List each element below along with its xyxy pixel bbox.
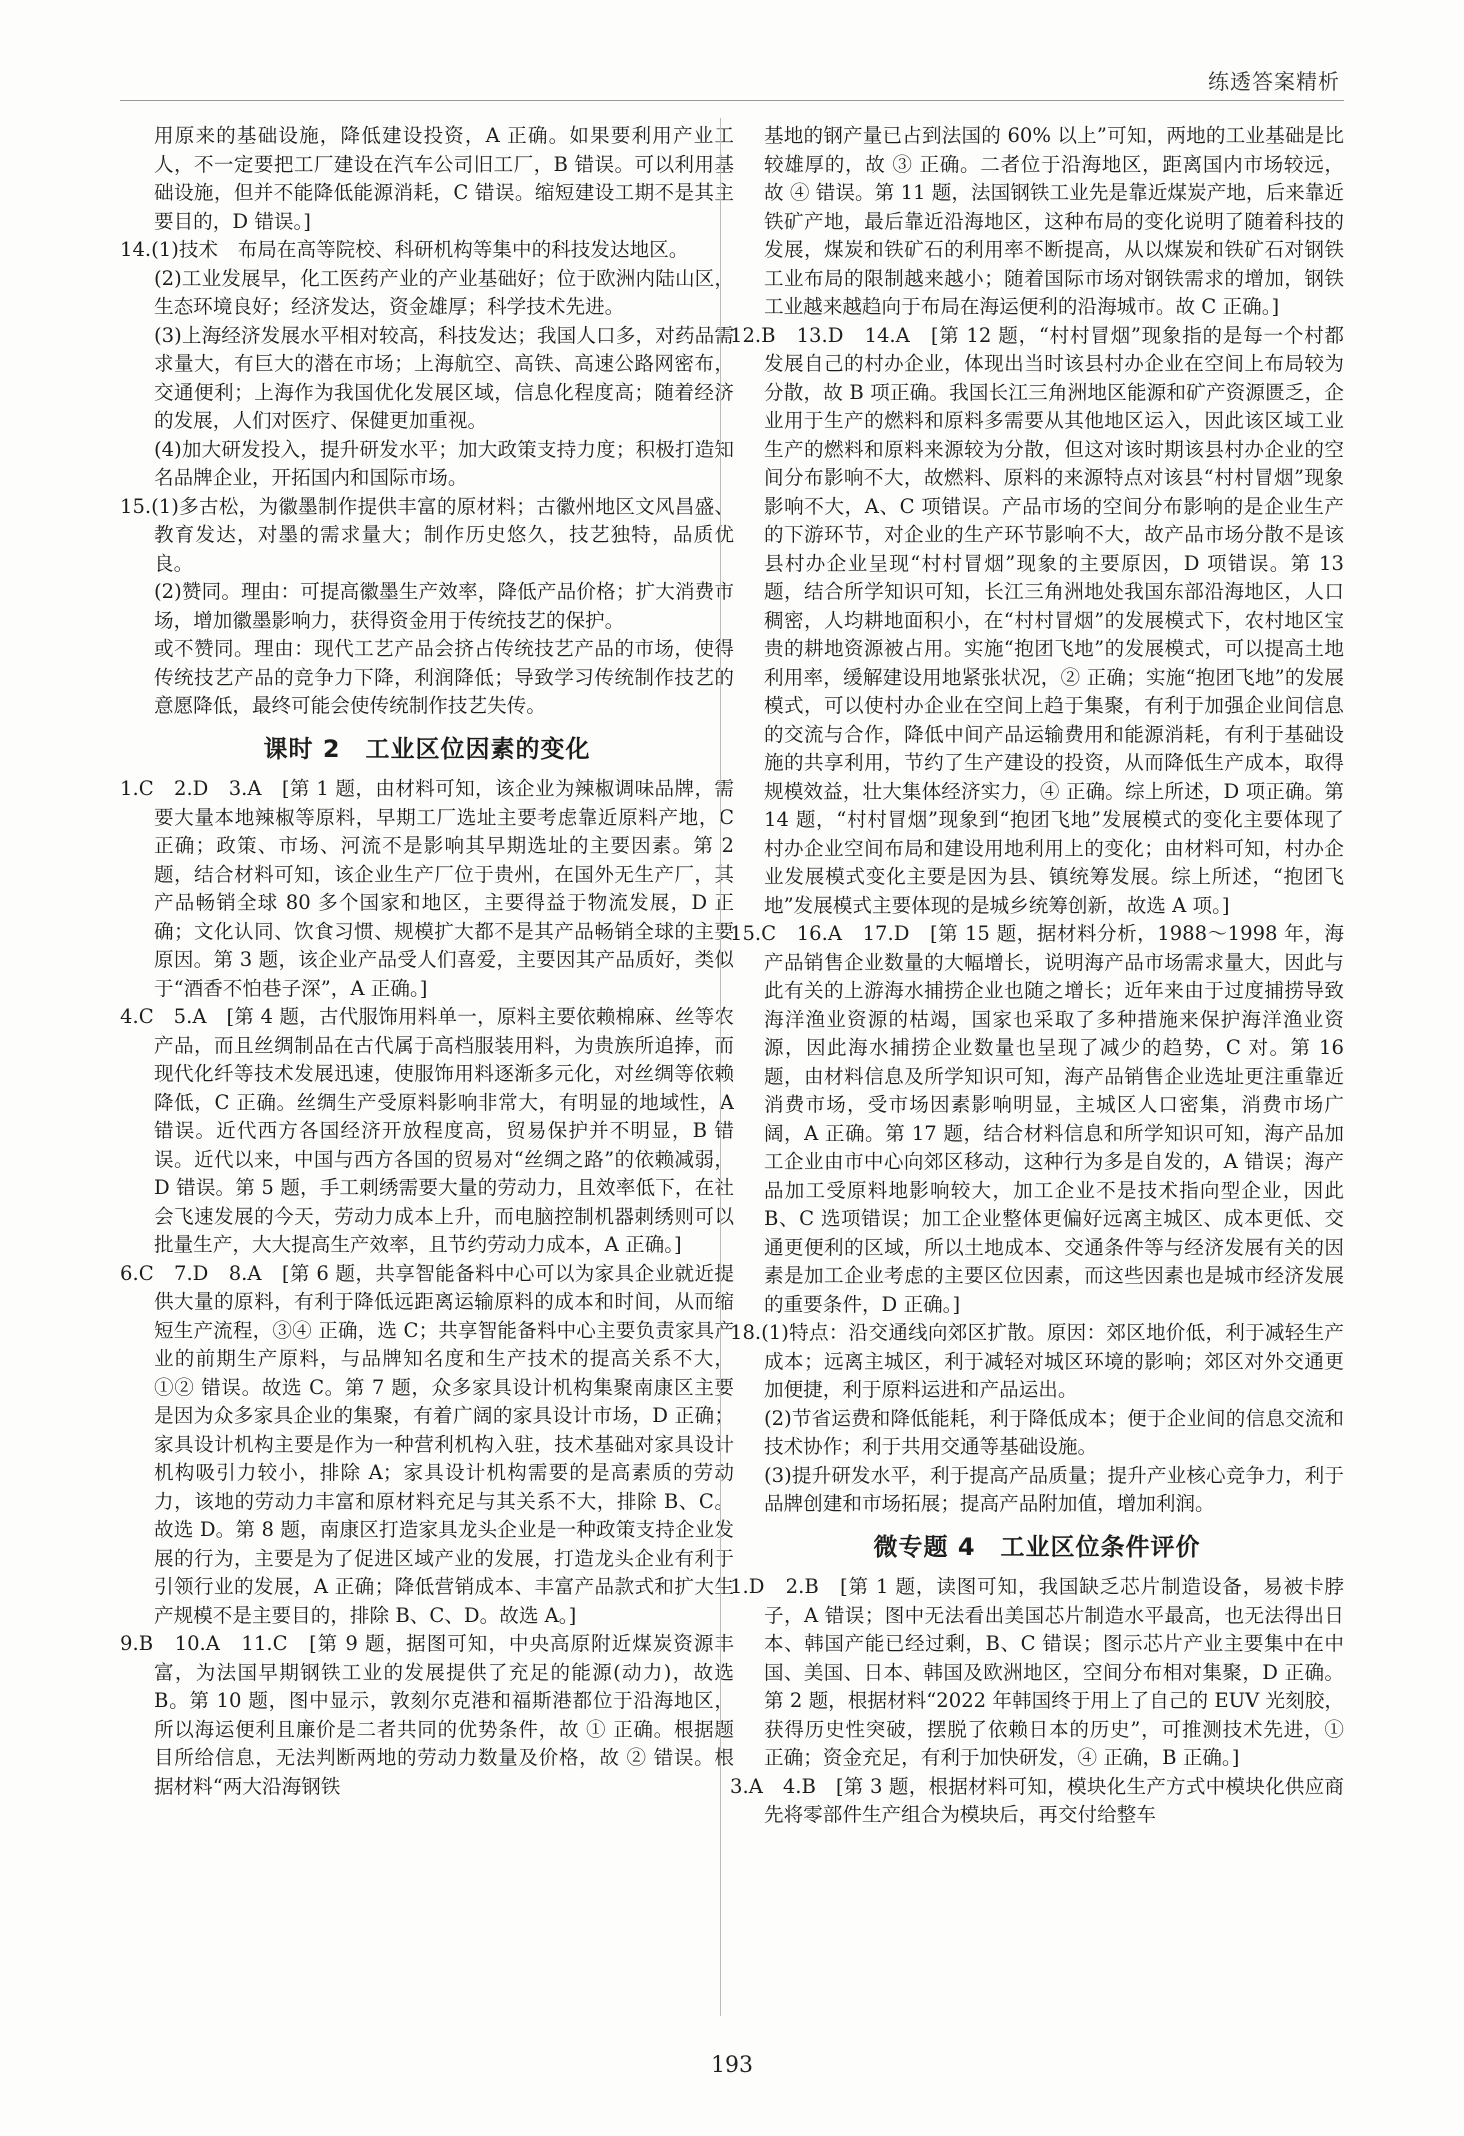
- answer-paragraph: 基地的钢产量已占到法国的 60% 以上”可知，两地的工业基础是比较雄厚的，故 ③ 正确。二者位于沿海地区，距离国内市场较远，故 ④ 错误。第 11 题，法国钢铁工业先是靠近煤炭产地，后来靠近铁矿产地，最后靠近沿海地区，这种布局的变化说明了随着科技的发展，煤炭和铁矿石的利用率不断提高，从以煤炭和铁矿石对钢铁工业布局的限制越来越小；随着国际市场对钢铁需求的增加，钢铁工业越来越趋向于布局在海运便利的沿海城市。故 C 正确。]: [764, 124, 1344, 318]
- answer-paragraph: (2)节省运费和降低能耗，利于降低成本；便于企业间的信息交流和技术协作；利于共用交通等基础设施。: [764, 1406, 1344, 1458]
- answer-paragraph: (2)赞同。理由：可提高徽墨生产效率，降低产品价格；扩大消费市场，增加徽墨影响力，获得资金用于传统技艺的保护。: [154, 580, 734, 632]
- section-heading: 微专题 4 工业区位条件评价: [873, 1532, 1201, 1561]
- answer-paragraph: 18.(1)特点：沿交通线向郊区扩散。原因：郊区地价低，利于减轻生产成本；远离主城区，利于减轻对城区环境的影响；郊区对外交通更加便捷，利于原料运进和产品运出。: [730, 1321, 1344, 1401]
- answer-paragraph: 3.A 4.B [第 3 题，根据材料可知，模块化生产方式中模块化供应商先将零部件生产组合为模块后，再交付给整车: [730, 1774, 1344, 1826]
- answer-paragraph: 或不赞同。理由：现代工艺产品会挤占传统技艺产品的市场，使得传统技艺产品的竞争力下降，利润降低；导致学习传统制作技艺的意愿降低，最终可能会使传统制作技艺失传。: [154, 637, 734, 717]
- header-rule: [120, 100, 1344, 101]
- answer-paragraph: (3)上海经济发展水平相对较高，科技发达；我国人口多，对药品需求量大，有巨大的潜在市场；上海航空、高铁、高速公路网密布，交通便利；上海作为我国优化发展区域，信息化程度高；随着经济的发展，人们对医疗、保健更加重视。: [154, 323, 734, 432]
- answer-paragraph: 用原来的基础设施，降低建设投资，A 正确。如果要利用产业工人，不一定要把工厂建设在汽车公司旧工厂，B 错误。可以利用基础设施，但并不能降低能源消耗，C 错误。缩短建设工期不是其主要目的，D 错误。]: [154, 124, 734, 233]
- answer-paragraph: (3)提升研发水平，利于提高产品质量；提升产业核心竞争力，利于品牌创建和市场拓展；提高产品附加值，增加利润。: [764, 1463, 1344, 1515]
- page-header-title: 练透答案精析: [1208, 70, 1340, 94]
- answer-paragraph: (2)工业发展早，化工医药产业的产业基础好；位于欧洲内陆山区，生态环境良好；经济发达，资金雄厚；科学技术先进。: [154, 266, 734, 318]
- answer-paragraph: 12.B 13.D 14.A [第 12 题，“村村冒烟”现象指的是每一个村都发展自己的村办企业，体现出当时该县村办企业在空间上布局较为分散，故 B 项正确。我国长江三角洲地区能源和矿产资源匮乏，企业用于生产的燃料和原料多需要从其他地区运入，因此该区域工业生产的燃料和原料来源较为分散，但这对该时期该县村办企业的空间分布影响不大，故燃料、原料的来源特点对该县“村村冒烟”现象影响不大，A、C 项错误。产品市场的空间分布影响的是企业生产的下游环节，对企业的生产环节影响不大，故产品市场分散不是该县村办企业呈现“村村冒烟”现象的主要原因，D 项错误。第 13 题，结合所学知识可知，长江三角洲地处我国东部沿海地区，人口稠密，人均耕地面积小，在“村村冒烟”的发展模式下，农村地区宝贵的耕地资源被占用。实施“抱团飞地”的发展模式，可以提高土地利用率，缓解建设用地紧张状况，② 正确；实施“抱团飞地”的发展模式，可以使村办企业在空间上趋于集聚，有利于加强企业间信息的交流与合作，降低中间产品运输费用和能源消耗，有利于基础设施的共享利用，节约了生产建设的投资，从而降低生产成本，取得规模效益，壮大集体经济实力，④ 正确。综上所述，D 项正确。第 14 题，“村村冒烟”现象到“抱团飞地”发展模式的变化主要体现了村办企业空间布局和建设用地利用上的变化；由材料可知，村办企业发展模式变化主要是因为县、镇统筹发展。综上所述，“抱团飞地”发展模式主要体现的是城乡统筹创新，故选 A 项。]: [730, 323, 1344, 917]
- answer-paragraph: (4)加大研发投入，提升研发水平；加大政策支持力度；积极打造知名品牌企业，开拓国内和国际市场。: [154, 437, 734, 489]
- answer-paragraph: 1.D 2.B [第 1 题，读图可知，我国缺乏芯片制造设备，易被卡脖子，A 错误；图中无法看出美国芯片制造水平最高，也无法得出日本、韩国产能已经过剩，B、C 错误；图示芯片产业主要集中在中国、美国、日本、韩国及欧洲地区，空间分布相对集聚，D 正确。第 2 题，根据材料“2022 年韩国终于用上了自己的 EUV 光刻胶，获得历史性突破，摆脱了依赖日本的历史”，可推测技术先进，① 正确；资金充足，有利于加快研发，④ 正确，B 正确。]: [730, 1575, 1344, 1769]
- answer-paragraph: 1.C 2.D 3.A [第 1 题，由材料可知，该企业为辣椒调味品牌，需要大量本地辣椒等原料，早期工厂选址主要考虑靠近原料产地，C 正确；政策、市场、河流不是影响其早期选址的主要因素。第 2 题，结合材料可知，该企业生产厂位于贵州，在国外无生产厂，其产品畅销全球 80 多个国家和地区，主要得益于物流发展，D 正确；文化认同、饮食习惯、规模扩大都不是其产品畅销全球的主要原因。第 3 题，该企业产品受人们喜爱，主要因其产品质好，类似于“酒香不怕巷子深”，A 正确。]: [120, 777, 734, 1000]
- answer-paragraph: 15.(1)多古松，为徽墨制作提供丰富的原材料；古徽州地区文风昌盛、教育发达，对墨的需求量大；制作历史悠久，技艺独特，品质优良。: [120, 494, 734, 575]
- right-column: [730, 122, 1344, 2012]
- section-heading: 课时 2 工业区位因素的变化: [263, 734, 591, 763]
- left-column: [120, 122, 734, 2012]
- answer-paragraph: 9.B 10.A 11.C [第 9 题，据图可知，中央高原附近煤炭资源丰富，为法国早期钢铁工业的发展提供了充足的能源(动力)，故选 B。第 10 题，图中显示，敦刻尔克港和福斯港都位于沿海地区，所以海运便利且廉价是二者共同的优势条件，故 ① 正确。根据题目所给信息，无法判断两地的劳动力数量及价格，故 ② 错误。根据材料“两大沿海钢铁: [120, 1632, 734, 1798]
- answer-paragraph: 15.C 16.A 17.D [第 15 题，据材料分析，1988～1998 年，海产品销售企业数量的大幅增长，说明海产品市场需求量大，因此与此有关的上游海水捕捞企业也随之增长；近年来由于过度捕捞导致海洋渔业资源的枯竭，国家也采取了多种措施来保护海洋渔业资源，因此海水捕捞企业数量也呈现了减少的趋势，C 对。第 16 题，由材料信息及所学知识可知，海产品销售企业选址更注重靠近消费市场，受市场因素影响明显，主城区人口密集，消费市场广阔，A 正确。第 17 题，结合材料信息和所学知识可知，海产品加工企业由市中心向郊区移动，这种行为多是自发的，A 错误；海产品加工受原料地影响较大，加工企业不是技术指向型企业，因此 B、C 选项错误；加工企业整体更偏好远离主城区、成本更低、交通更便利的区域，所以土地成本、交通条件等与经济发展有关的因素是加工企业考虑的主要区位因素，而这些因素也是城市经济发展的重要条件，D 正确。]: [730, 922, 1344, 1316]
- answer-paragraph: 4.C 5.A [第 4 题，古代服饰用料单一，原料主要依赖棉麻、丝等农产品，而且丝绸制品在古代属于高档服装用料，为贵族所追捧，而现代化纤等技术发展迅速，使服饰用料逐渐多元化，对丝绸等依赖降低，C 正确。丝绸生产受原料影响非常大，有明显的地域性，A 错误。近代西方各国经济开放程度高，贸易保护并不明显，B 错误。近代以来，中国与西方各国的贸易对“丝绸之路”的依赖减弱，D 错误。第 5 题，手工刺绣需要大量的劳动力，且效率低下，在社会飞速发展的今天，劳动力成本上升，而电脑控制机器刺绣则可以批量生产，大大提高生产效率，且节约劳动力成本，A 正确。]: [120, 1005, 734, 1256]
- answer-paragraph: 14.(1)技术 布局在高等院校、科研机构等集中的科技发达地区。: [120, 238, 689, 261]
- answer-paragraph: 6.C 7.D 8.A [第 6 题，共享智能备料中心可以为家具企业就近提供大量的原料，有利于降低远距离运输原料的成本和时间，从而缩短生产流程，③④ 正确，选 C；共享智能备料中心主要负责家具产业的前期生产原料，与品牌知名度和生产技术的提高关系不大，①② 错误。故选 C。第 7 题，众多家具设计机构集聚南康区主要是因为众多家具企业的集聚，有着广阔的家具设计市场，D 正确；家具设计机构主要是作为一种营利机构入驻，技术基础对家具设计机构吸引力较小，排除 A；家具设计机构需要的是高素质的劳动力，该地的劳动力丰富和原材料充足与其关系不大，排除 B、C。故选 D。第 8 题，南康区打造家具龙头企业是一种政策支持企业发展的行为，主要是为了促进区域产业的发展，打造龙头企业有利于引领行业的发展，A 正确；降低营销成本、丰富产品款式和扩大生产规模不是主要目的，排除 B、C、D。故选 A。]: [120, 1261, 734, 1627]
- page-number: 193: [711, 2053, 753, 2078]
- column-divider: [720, 118, 721, 2016]
